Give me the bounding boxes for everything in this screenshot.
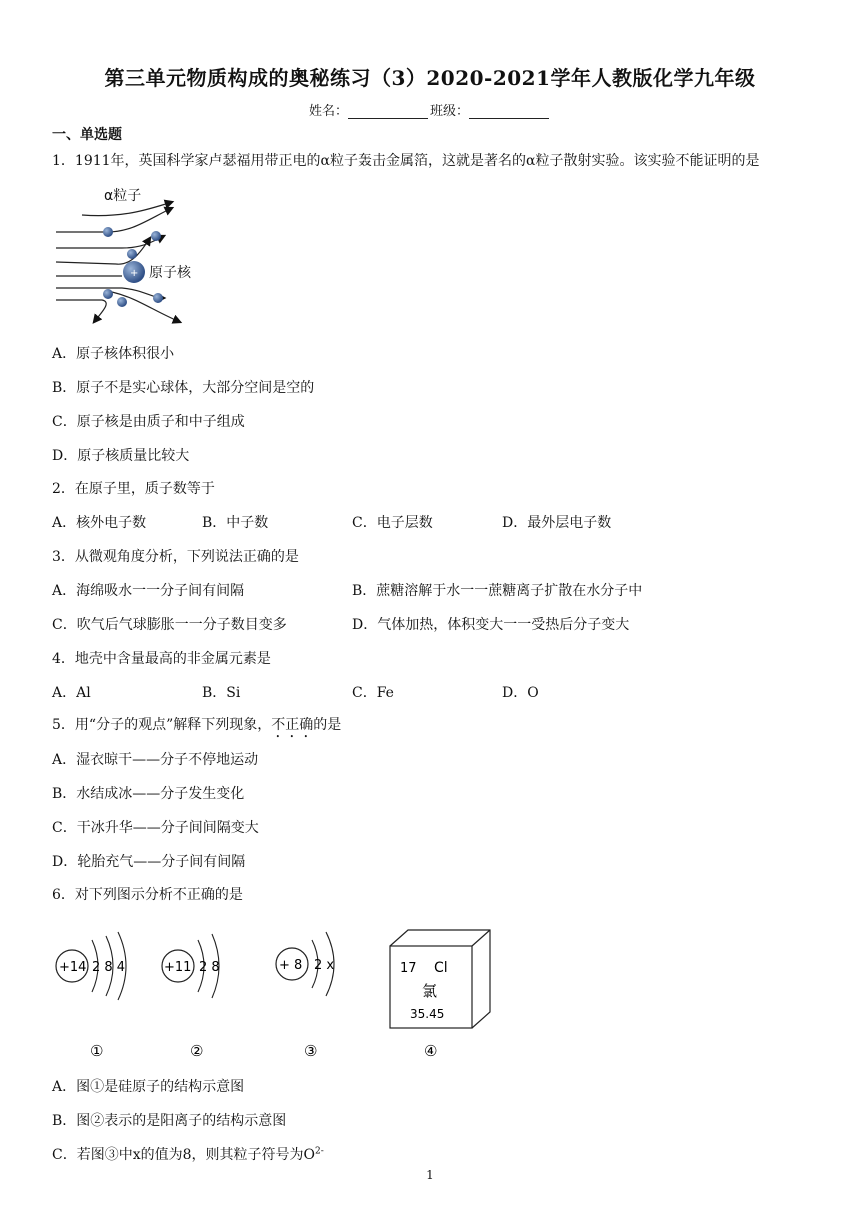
alpha-scattering-figure bbox=[52, 180, 212, 330]
q2-option-a: A．核外电子数 bbox=[52, 515, 147, 531]
q1-option-a: A．原子核体积很小 bbox=[52, 346, 175, 362]
q3-option-b: B．蔗糖溶解于水一一蔗糖离子扩散在水分子中 bbox=[352, 583, 643, 599]
question-4-stem: 4．地壳中含量最高的非金属元素是 bbox=[52, 651, 271, 667]
electron-shells: 2 8 bbox=[199, 960, 220, 975]
q3-option-c: C．吹气后气球膨胀一一分子数目变多 bbox=[52, 617, 287, 633]
alpha-particle bbox=[153, 293, 163, 303]
alpha-particle bbox=[127, 249, 137, 259]
figure-label-1: ① bbox=[90, 1042, 104, 1060]
q5-stem-prefix: 5．用“分子的观点”解释下列现象， bbox=[52, 717, 272, 733]
q2-option-c: C．电子层数 bbox=[352, 515, 433, 531]
q6-option-a: A．图①是硅原子的结构示意图 bbox=[52, 1079, 245, 1095]
alpha-particle bbox=[151, 231, 161, 241]
ion-charge-superscript: 2- bbox=[315, 1146, 324, 1157]
nucleus-label: 原子核 bbox=[149, 265, 191, 281]
figure-label-3: ③ bbox=[304, 1042, 318, 1060]
nucleus-plus-sign: + bbox=[130, 268, 139, 279]
atomic-mass: 35.45 bbox=[410, 1007, 445, 1021]
atomic-number: 17 bbox=[400, 961, 417, 976]
q5-option-c: C．干冰升华——分子间间隔变大 bbox=[52, 820, 259, 836]
alpha-particle bbox=[117, 297, 127, 307]
q6-option-c bbox=[52, 1144, 324, 1164]
q5-option-b: B．水结成冰——分子发生变化 bbox=[52, 786, 245, 802]
q5-option-a: A．湿衣晾干——分子不停地运动 bbox=[52, 752, 259, 768]
question-6-stem: 6．对下列图示分析不正确的是 bbox=[52, 887, 243, 903]
class-label: 班级： bbox=[430, 104, 470, 119]
q3-option-a: A．海绵吸水一一分子间有间隔 bbox=[52, 583, 245, 599]
element-name: 氯 bbox=[422, 982, 438, 1000]
q1-option-c: C．原子核是由质子和中子组成 bbox=[52, 414, 245, 430]
nucleus-charge: +14 bbox=[59, 960, 87, 975]
q6-option-c-text: C．若图③中x的值为8，则其粒子符号为O bbox=[52, 1147, 315, 1163]
chlorine-element-cell bbox=[390, 930, 490, 1060]
oxygen-particle-diagram bbox=[276, 932, 334, 1060]
page-number: 1 bbox=[426, 1168, 434, 1182]
question-3-stem: 3．从微观角度分析，下列说法正确的是 bbox=[52, 549, 299, 565]
q2-option-b: B．中子数 bbox=[202, 515, 269, 531]
q1-option-d: D．原子核质量比较大 bbox=[52, 448, 190, 464]
silicon-atom-diagram bbox=[56, 932, 126, 1060]
q3-option-d: D．气体加热，体积变大一一受热后分子变大 bbox=[352, 617, 630, 633]
element-symbol: Cl bbox=[434, 960, 448, 976]
q4-option-d: D．O bbox=[502, 685, 539, 701]
question-5-stem bbox=[52, 714, 341, 741]
q5-stem-suffix: 的是 bbox=[313, 717, 342, 733]
question-1-stem: 1．1911年，英国科学家卢瑟福用带正电的α粒子轰击金属箔，这就是著名的α粒子散射实验。该实验不能证明的是 bbox=[52, 153, 760, 169]
class-blank[interactable] bbox=[469, 106, 549, 119]
section-heading: 一、单选题 bbox=[52, 127, 122, 143]
alpha-particle-label: α粒子 bbox=[104, 188, 142, 204]
q2-option-d: D．最外层电子数 bbox=[502, 515, 612, 531]
q4-option-c: C．Fe bbox=[352, 685, 394, 701]
student-info-line bbox=[0, 100, 860, 119]
q4-option-b: B．Si bbox=[202, 685, 241, 701]
q6-option-b: B．图②表示的是阳离子的结构示意图 bbox=[52, 1113, 287, 1129]
electron-shells: 2 8 4 bbox=[92, 960, 126, 975]
name-label: 姓名： bbox=[308, 104, 348, 119]
q5-stem-emphasis: 不正确 bbox=[271, 717, 314, 733]
sodium-ion-diagram bbox=[162, 934, 220, 1060]
nucleus-charge: + 8 bbox=[279, 958, 303, 973]
name-blank[interactable] bbox=[348, 106, 428, 119]
q1-option-b: B．原子不是实心球体，大部分空间是空的 bbox=[52, 380, 315, 396]
figure-label-4: ④ bbox=[424, 1042, 438, 1060]
electron-shells: 2 x bbox=[314, 958, 335, 973]
alpha-particle bbox=[103, 227, 113, 237]
q5-option-d: D．轮胎充气——分子间有间隔 bbox=[52, 854, 246, 870]
alpha-particle bbox=[103, 289, 113, 299]
figure-label-2: ② bbox=[190, 1042, 204, 1060]
page-title: 第三单元物质构成的奥秘练习（3）2020-2021学年人教版化学九年级 bbox=[104, 66, 756, 90]
question-2-stem: 2．在原子里，质子数等于 bbox=[52, 481, 215, 497]
q4-option-a: A．Al bbox=[52, 685, 91, 701]
atomic-structure-figures bbox=[52, 918, 492, 1066]
nucleus-charge: +11 bbox=[164, 960, 192, 975]
